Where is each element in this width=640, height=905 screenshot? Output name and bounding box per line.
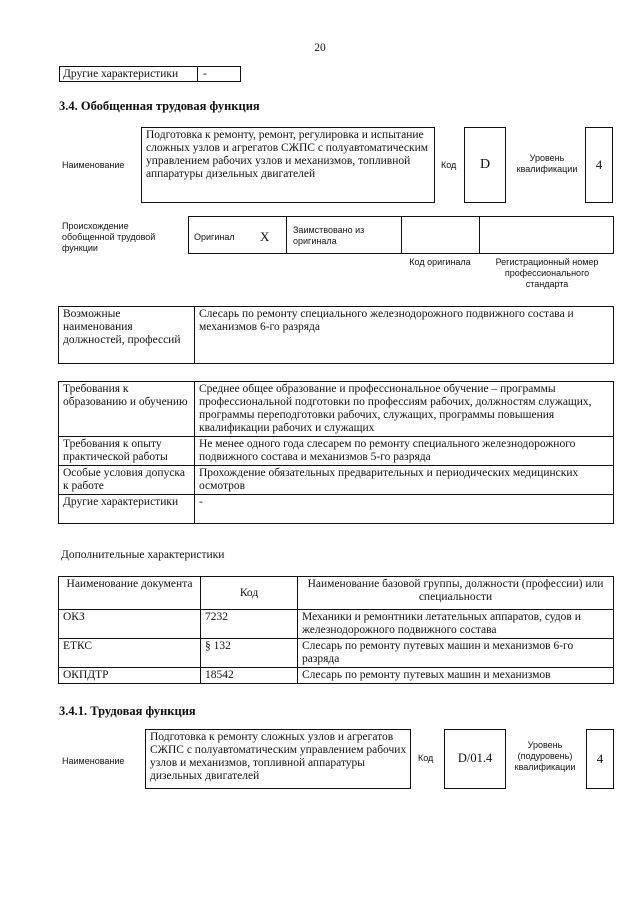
- positions-table: [58, 306, 614, 364]
- req-label: Требования к опыту практической работы: [59, 437, 195, 466]
- header-doc: Наименование документа: [59, 577, 201, 610]
- borrowed-label: Заимствовано из оригинала: [293, 225, 365, 246]
- divider: [401, 216, 402, 254]
- code-original-caption: Код оригинала: [409, 257, 471, 267]
- req-value: Не менее одного года слесарем по ремонту специального железнодорожного подвижного состава и механизмов 5-го разряда: [195, 437, 614, 466]
- divider: [286, 216, 287, 254]
- additional-table: [58, 576, 614, 684]
- table-row: [59, 382, 614, 437]
- origin-label: Происхождение обобщенной трудовой функции: [62, 221, 156, 253]
- gtf-level-value: 4: [595, 157, 603, 172]
- requirements-table: [58, 381, 614, 524]
- top-row-label: Другие характеристики: [63, 68, 179, 80]
- tf-name-value: Подготовка к ремонту сложных узлов и агрегатов СЖПС с полуавтоматическим управлением рабочих узлов и механизмов, топливной аппаратуры дизельных двигателей: [150, 731, 407, 782]
- cell: § 132: [201, 639, 298, 668]
- tf-level-label: Уровень (подуровень) квалификации: [514, 740, 576, 772]
- req-label: Особые условия допуска к работе: [59, 466, 195, 495]
- cell: 7232: [201, 610, 298, 639]
- top-row-value: -: [203, 68, 207, 80]
- table-row: [59, 307, 614, 364]
- req-label: Требования к образованию и обучению: [59, 382, 195, 437]
- positions-label: Возможные наименования должностей, профессий: [59, 307, 195, 364]
- header-group: Наименование базовой группы, должности (профессии) или специальности: [298, 577, 614, 610]
- gtf-code-label: Код: [441, 160, 457, 170]
- gtf-name-value: Подготовка к ремонту, ремонт, регулировка и испытание сложных узлов и агрегатов СЖПС с полуавтоматическим управлением рабочих узлов и механизмов, топливной аппаратуры дизельных двигателей: [146, 129, 429, 180]
- table-row: [59, 437, 614, 466]
- req-value: Прохождение обязательных предварительных и периодических медицинских осмотров: [195, 466, 614, 495]
- table-row: [59, 639, 614, 668]
- table-row: [59, 610, 614, 639]
- divider: [197, 66, 198, 82]
- table-row: [59, 466, 614, 495]
- cell: ОКПДТР: [59, 668, 201, 684]
- additional-title: Дополнительные характеристики: [61, 549, 225, 561]
- req-value: -: [195, 495, 614, 524]
- gtf-name-label: Наименование: [62, 160, 125, 170]
- tf-code-label: Код: [418, 753, 434, 763]
- original-mark: X: [260, 229, 270, 244]
- table-row: [59, 495, 614, 524]
- cell: ЕТКС: [59, 639, 201, 668]
- cell: Слесарь по ремонту путевых машин и механизмов: [298, 668, 614, 684]
- cell: Слесарь по ремонту путевых машин и механизмов 6-го разряда: [298, 639, 614, 668]
- tf-code-value: D/01.4: [457, 751, 493, 765]
- cell: Механики и ремонтники летательных аппаратов, судов и железнодорожного подвижного состава: [298, 610, 614, 639]
- tf-level-value: 4: [596, 751, 604, 766]
- section-title: 3.4. Обобщенная трудовая функция: [59, 99, 260, 113]
- gtf-code-value: D: [479, 157, 491, 172]
- reg-number-caption: Регистрационный номер профессионального стандарта: [495, 257, 599, 289]
- table-row: [59, 668, 614, 684]
- cell: ОКЗ: [59, 610, 201, 639]
- header-code: Код: [201, 577, 298, 610]
- table-header-row: [59, 577, 614, 610]
- tf-name-label: Наименование: [62, 756, 125, 766]
- positions-value: Слесарь по ремонту специального железнодорожного подвижного состава и механизмов 6-го разряда: [195, 307, 614, 364]
- gtf-level-label: Уровень квалификации: [516, 153, 578, 174]
- original-label: Оригинал: [194, 232, 235, 242]
- req-label: Другие характеристики: [59, 495, 195, 524]
- tf-title: 3.4.1. Трудовая функция: [59, 704, 196, 718]
- page-number: 20: [314, 42, 326, 54]
- req-value: Среднее общее образование и профессиональное обучение – программы профессиональной подготовки по профессиям рабочих, должностям служащих, программы переподготовки рабочих, служащих, программы повышения квалификации рабочих и служащих: [195, 382, 614, 437]
- divider: [479, 216, 480, 254]
- cell: 18542: [201, 668, 298, 684]
